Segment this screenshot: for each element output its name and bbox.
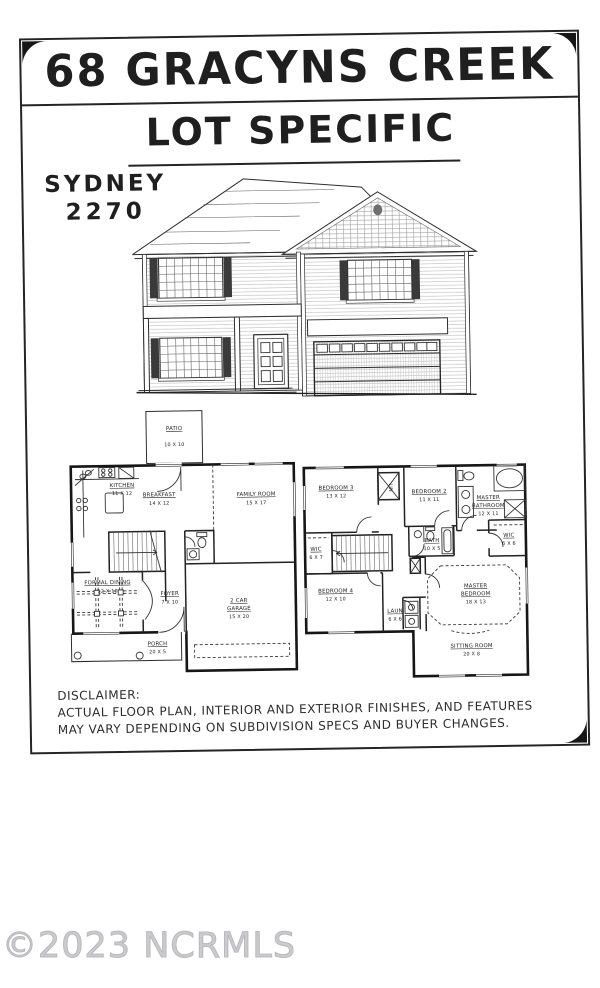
room-name2-master-bedroom: BEDROOM	[460, 591, 491, 598]
powder-room-fixtures	[185, 533, 207, 560]
page-subtitle: LOT SPECIFIC	[145, 105, 456, 155]
room-dims-family-room: 15 X 17	[246, 500, 267, 507]
room-dims-patio: 10 X 10	[164, 441, 185, 449]
room-name-bedroom4: BEDROOM 4	[318, 588, 354, 595]
room-dims-bedroom2: 11 X 11	[419, 496, 440, 504]
disclaimer-heading: DISCLAIMER:	[57, 687, 141, 703]
first-floor-plan	[60, 404, 309, 678]
disclaimer-line1: ACTUAL FLOOR PLAN, INTERIOR AND EXTERIOR FINISHES, AND FEATURES	[57, 698, 533, 720]
room-name-master-bedroom: MASTER	[463, 583, 488, 590]
room-name-bedroom2: BEDROOM 2	[411, 488, 447, 496]
flyer-sheet	[19, 30, 590, 755]
window-upper-left	[149, 257, 232, 301]
room-dims-master-bath: 12 X 11	[478, 510, 499, 518]
room-name-breakfast: BREAKFAST	[142, 492, 176, 499]
room-name-porch: PORCH	[147, 641, 168, 648]
room-dims-breakfast: 14 X 12	[149, 500, 170, 507]
room-dims-garage: 15 X 20	[228, 613, 250, 621]
model-name: SYDNEY	[44, 170, 167, 199]
closet-label-linen: LIN	[387, 483, 394, 492]
stairs	[332, 535, 393, 572]
room-name-formal-dining: FORMAL DINING	[84, 579, 131, 587]
room-name-wic-right: WIC	[503, 532, 515, 539]
room-dims-sitting-room: 20 X 8	[463, 651, 481, 658]
room-dims-porch: 20 X 5	[149, 649, 167, 656]
room-name2-garage: GARAGE	[227, 605, 251, 613]
room-name2-master-bath: BATHROOM	[471, 502, 505, 510]
room-name-wic-left: WIC	[310, 546, 322, 553]
room-name-bedroom3: BEDROOM 3	[318, 485, 354, 492]
room-dims-wic-left: 6 X 7	[309, 554, 324, 561]
hall-linen	[410, 558, 420, 573]
room-dims-foyer: 7 X 10	[161, 599, 179, 606]
room-dims-wic-right: 6 X 6	[502, 540, 516, 547]
stairs	[114, 530, 162, 573]
second-floor-plan	[301, 452, 535, 684]
window-upper-right	[340, 259, 421, 303]
room-dims-bedroom4: 12 X 10	[325, 596, 347, 603]
house-elevation-drawing	[129, 165, 483, 417]
room-dims-bedroom3: 13 X 12	[326, 493, 347, 500]
kitchen-fixtures	[75, 467, 140, 537]
disclaimer	[57, 680, 572, 739]
title-band	[21, 32, 578, 107]
room-name-kitchen: KITCHEN	[109, 482, 135, 490]
room-dims-formal-dining: 12 X 10	[97, 588, 118, 595]
room-name-master-bath: MASTER	[476, 494, 501, 502]
page-title: 68 GRACYNS CREEK	[44, 38, 555, 99]
room-dims-kitchen: 11 X 12	[111, 490, 133, 498]
room-name-family-room: FAMILY ROOM	[236, 491, 276, 499]
front-door	[254, 334, 289, 389]
room-name-sitting-room: SITTING ROOM	[450, 643, 493, 650]
room-name-foyer: FOYER	[160, 590, 180, 598]
disclaimer-line2: MAY VARY DEPENDING ON SUBDIVISION SPECS AND BUYER CHANGES.	[57, 715, 510, 737]
garage-door	[314, 340, 441, 396]
room-name-bath: BATH	[424, 537, 440, 545]
window-lower-left	[151, 337, 232, 381]
room-dims-bath: 10 X 5	[423, 545, 441, 553]
room-name-laundry: LAUN	[387, 608, 403, 615]
room-name-garage: 2 CAR	[230, 597, 248, 605]
model-number: 2270	[65, 198, 146, 226]
mls-watermark: ©2023 NCRMLS	[2, 926, 297, 966]
room-dims-master-bedroom: 18 X 13	[465, 599, 487, 606]
room-name-patio: PATIO	[165, 425, 183, 433]
room-dims-laundry: 6 X 6	[388, 616, 403, 623]
